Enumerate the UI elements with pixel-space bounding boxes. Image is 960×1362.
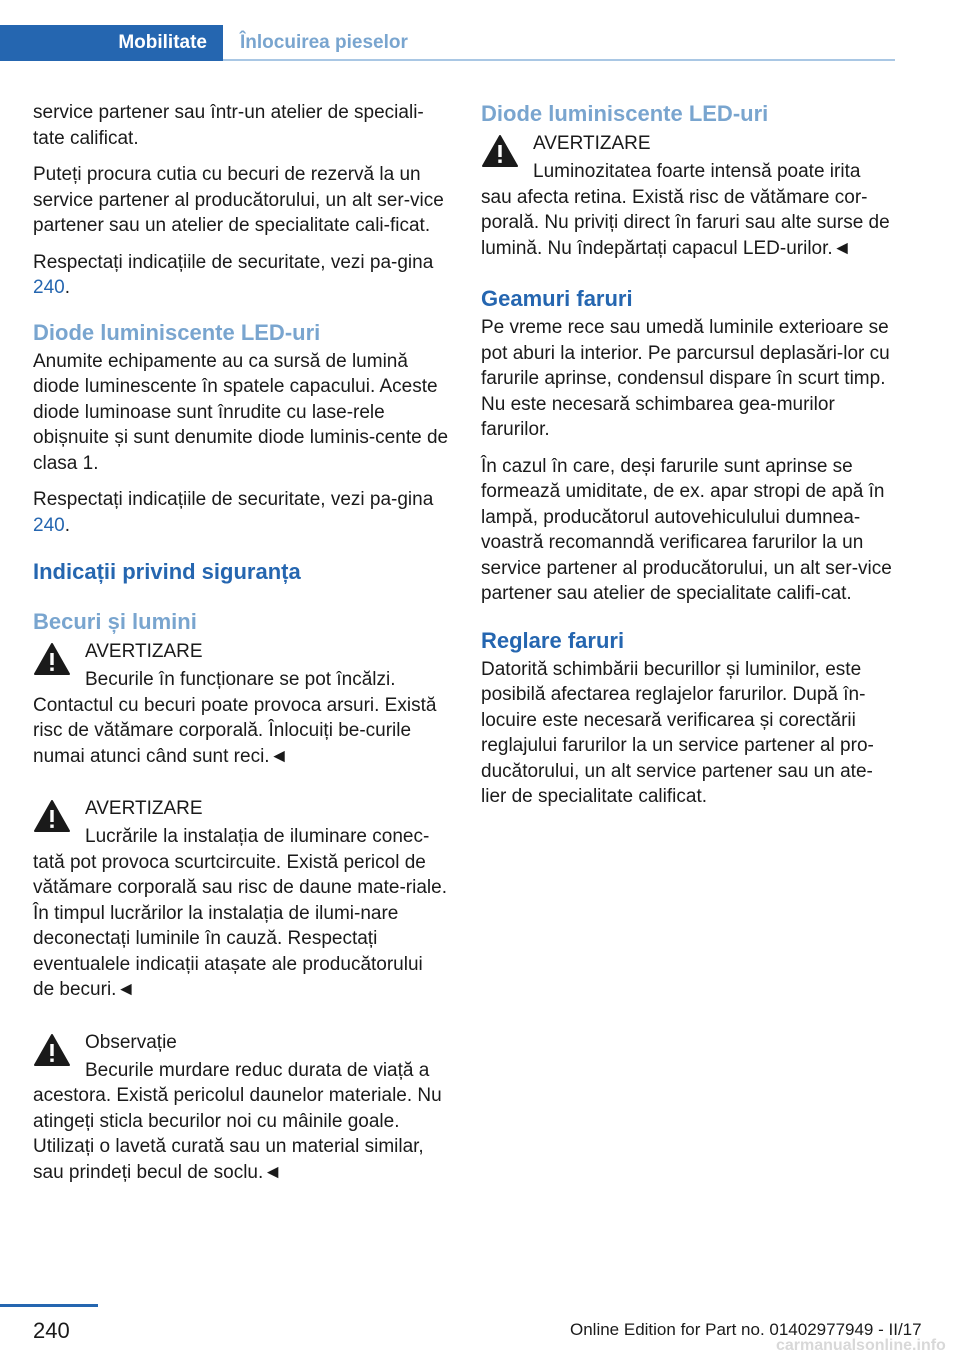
warning-body: Contactul cu becuri poate provoca arsuri. Există risc de vătămare corporală. Înlocuiți be-curile numai atunci când sunt reci.◄	[33, 694, 437, 767]
tab-mobilitate[interactable]: Mobilitate	[0, 25, 223, 61]
section-heading-bulbs: Becuri și lumini	[33, 609, 197, 634]
note-intro: Becurile murdare reduc durata de viață a	[85, 1059, 430, 1081]
paragraph: Anumite echipamente au ca sursă de lumină diode luminescente în spatele capacului. Aceste diode luminoase sunt înrudite cu lase-rele obișnuite și sunt denumite diode luminis-cente de clasa 1.	[33, 350, 449, 474]
paragraph	[33, 250, 449, 301]
note-body: acestora. Există pericolul daunelor materiale. Nu atingeți sticla becurilor noi cu mâinile goale. Utilizați o lavetă curată sau un material similar, sau prindeți becul de soclu.◄	[33, 1085, 442, 1183]
edition-note: Online Edition for Part no. 01402977949 - II/17	[570, 1320, 922, 1339]
punctuation: .	[64, 514, 70, 536]
footer-rule	[0, 1304, 98, 1307]
section-heading-led: Diode luminiscente LED-uri	[481, 101, 769, 126]
section-heading-glass: Geamuri faruri	[481, 286, 633, 311]
warning-icon	[33, 642, 71, 676]
watermark: carmanualsonline.info	[776, 1337, 946, 1354]
warning-icon	[33, 799, 71, 833]
note-block	[33, 1027, 449, 1186]
warning-intro: Luminozitatea foarte intensă poate irita	[533, 161, 861, 182]
paragraph: Datorită schimbării becurillor și luminilor, este posibilă afectarea reglajelor farurilor. După în-locuire este necesară verificarea și corectării reglajului farurilor la un service partener al pro-ducătorului, un alt service partener sau un ate-lier de specialitate calificat.	[481, 658, 874, 807]
paragraph: Puteți procura cutia cu becuri de rezervă la un service partener al producătorului, un alt ser-vice partener sau un atelier de specialitate cali-ficat.	[33, 164, 444, 236]
paragraph: Pe vreme rece sau umedă luminile exterioare se pot aburi la interior. Pe parcursul deplasări-lor cu farurile aprinse, condensul dispare în scurt timp. Nu este necesară schimbarea gea-murilor farurilor.	[481, 317, 890, 440]
warning-body: tată pot provoca scurtcircuite. Există pericol de vătămare corporală sau risc de daune mate-riale. În timpul lucrărilor la instalația de ilumi-nare deconectați luminile în cauză. Respectați eventualele indicații atașate ale producătorului de becuri.◄	[33, 851, 447, 1000]
warning-title: AVERTIZARE	[85, 798, 203, 819]
warning-block	[33, 793, 449, 1003]
paragraph-text: Respectați indicațiile de securitate, vezi pa-gina	[33, 251, 434, 273]
warning-block	[481, 128, 897, 261]
left-column	[33, 100, 449, 1209]
section-heading-adjust: Reglare faruri	[481, 627, 625, 653]
warning-title: AVERTIZARE	[533, 133, 651, 154]
warning-intro: Becurile în funcționare se pot încălzi.	[85, 669, 396, 690]
paragraph: În cazul în care, deși farurile sunt aprinse se formează umiditate, de ex. apar stropi de apă în lampă, producătorul autovehiculului dumnea-voastră recomanndă verificarea farurilor la un service partener al producătorului, un alt ser-vice partener sau atelier de specialitate califi-cat.	[481, 455, 892, 604]
warning-intro: Lucrările la instalația de iluminare conec-	[85, 826, 430, 847]
warning-icon	[33, 1033, 71, 1067]
header-tabs	[0, 25, 895, 62]
warning-title: AVERTIZARE	[85, 641, 203, 662]
note-title: Observație	[85, 1031, 177, 1053]
punctuation: .	[64, 277, 70, 298]
right-column	[481, 100, 897, 821]
page-number: 240	[33, 1318, 70, 1343]
paragraph: service partener sau într-un atelier de speciali-tate calificat.	[33, 102, 424, 149]
page-link[interactable]: 240	[33, 514, 65, 536]
page-link[interactable]: 240	[33, 277, 65, 298]
warning-block	[33, 636, 449, 769]
header-rule	[223, 59, 895, 61]
section-heading-led: Diode luminiscente LED-uri	[33, 319, 321, 345]
warning-body: sau afecta retina. Există risc de vătămare cor-porală. Nu priviți direct în faruri sau alte surse de lumină. Nu îndepărtați capacul LED-urilor.◄	[481, 186, 890, 259]
paragraph-text: Respectați indicațiile de securitate, vezi pa-gina	[33, 489, 434, 510]
tab-inlocuirea-pieselor[interactable]: Înlocuirea pieselor	[240, 32, 408, 53]
section-heading-safety: Indicații privind siguranța	[33, 559, 301, 584]
paragraph	[33, 487, 449, 538]
warning-icon	[481, 134, 519, 168]
